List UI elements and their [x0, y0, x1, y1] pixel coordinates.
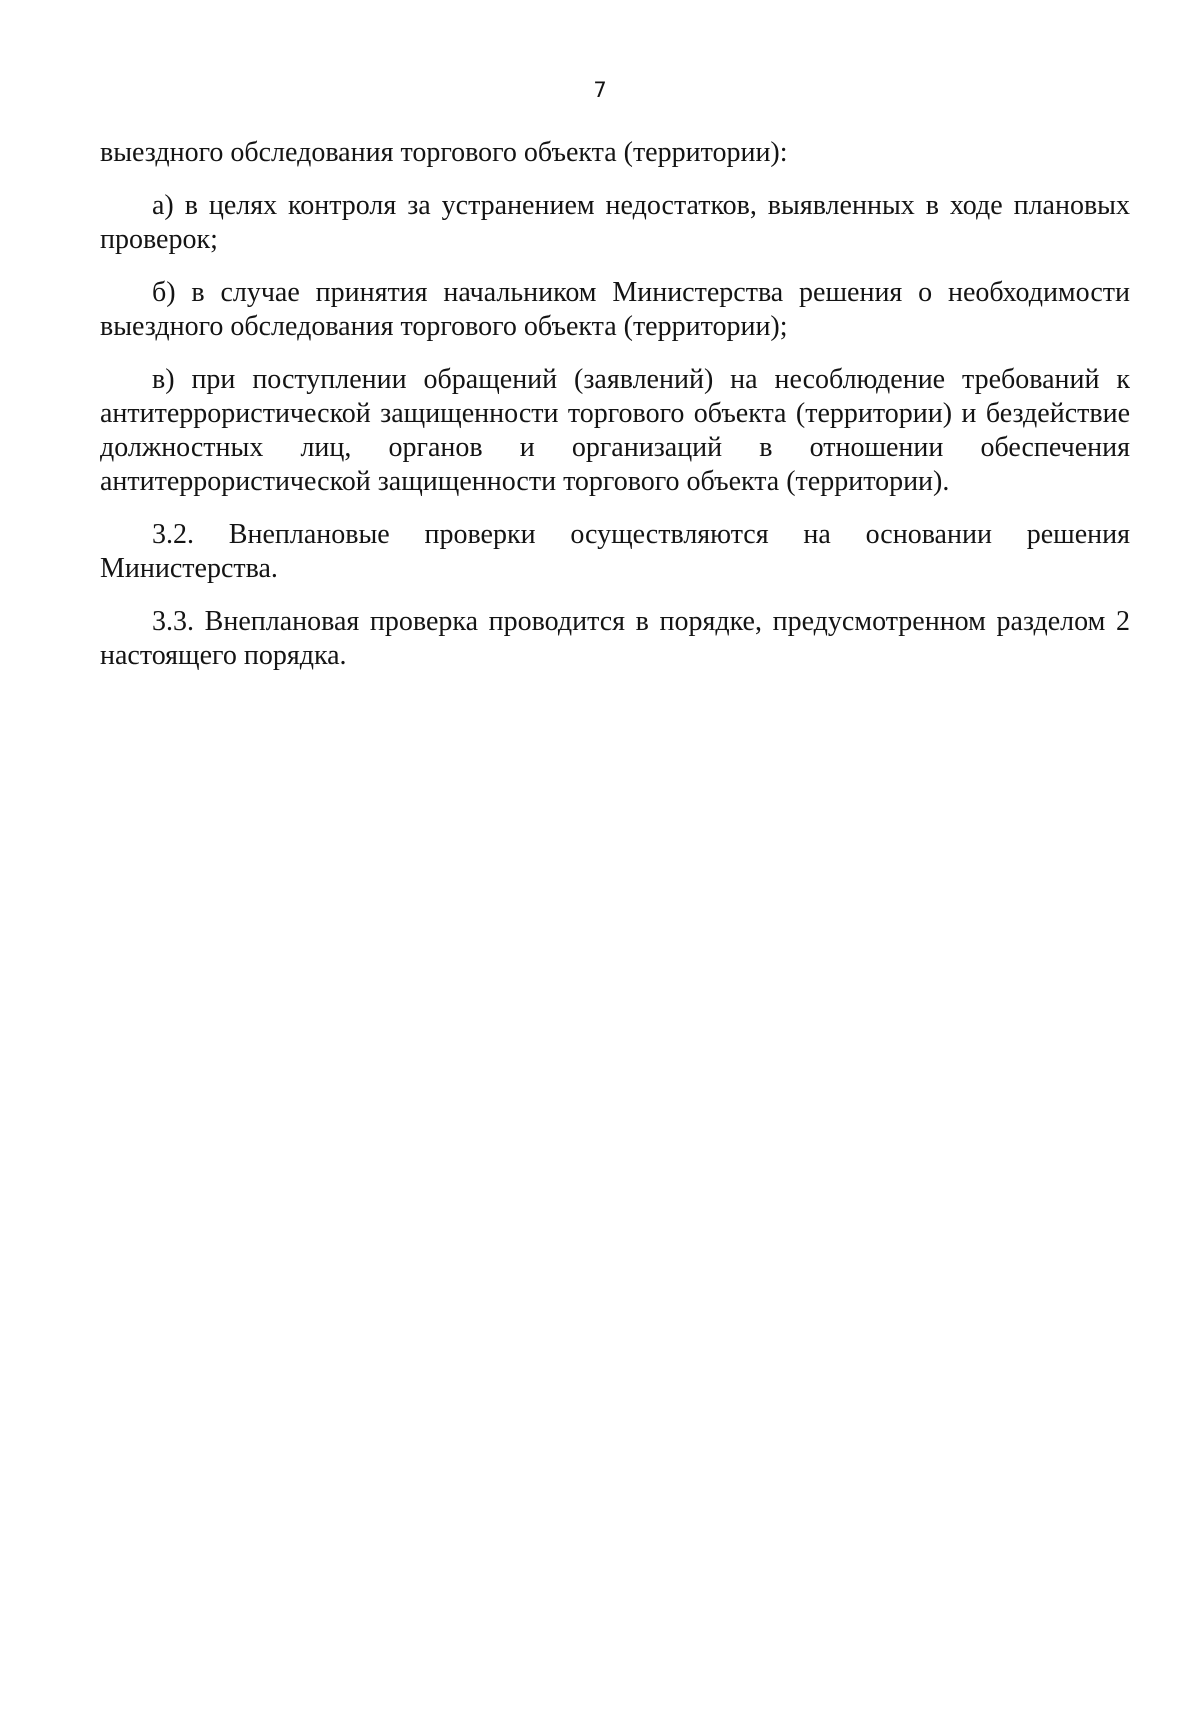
paragraph-item-v: в) при поступлении обращений (заявлений) на несоблюдение требований к антитеррористической защищенности торгового объекта (территории) и бездействие должностных лиц, органов и организаций в отношении обеспечения антитеррористической защищенности торгового объекта (территории). [100, 364, 1130, 497]
document-body [100, 136, 1130, 692]
paragraph-item-a: а) в целях контроля за устранением недостатков, выявленных в ходе плановых проверок; [100, 190, 1130, 255]
paragraph-3-2: 3.2. Внеплановые проверки осуществляются на основании решения Министерства. [100, 519, 1130, 584]
paragraph-continuation: выездного обследования торгового объекта (территории): [100, 137, 788, 168]
paragraph-3-3: 3.3. Внеплановая проверка проводится в порядке, предусмотренном разделом 2 настоящего порядка. [100, 606, 1130, 671]
page-number: 7 [593, 78, 607, 102]
paragraph-item-b: б) в случае принятия начальником Министерства решения о необходимости выездного обследования торгового объекта (территории); [100, 277, 1130, 342]
